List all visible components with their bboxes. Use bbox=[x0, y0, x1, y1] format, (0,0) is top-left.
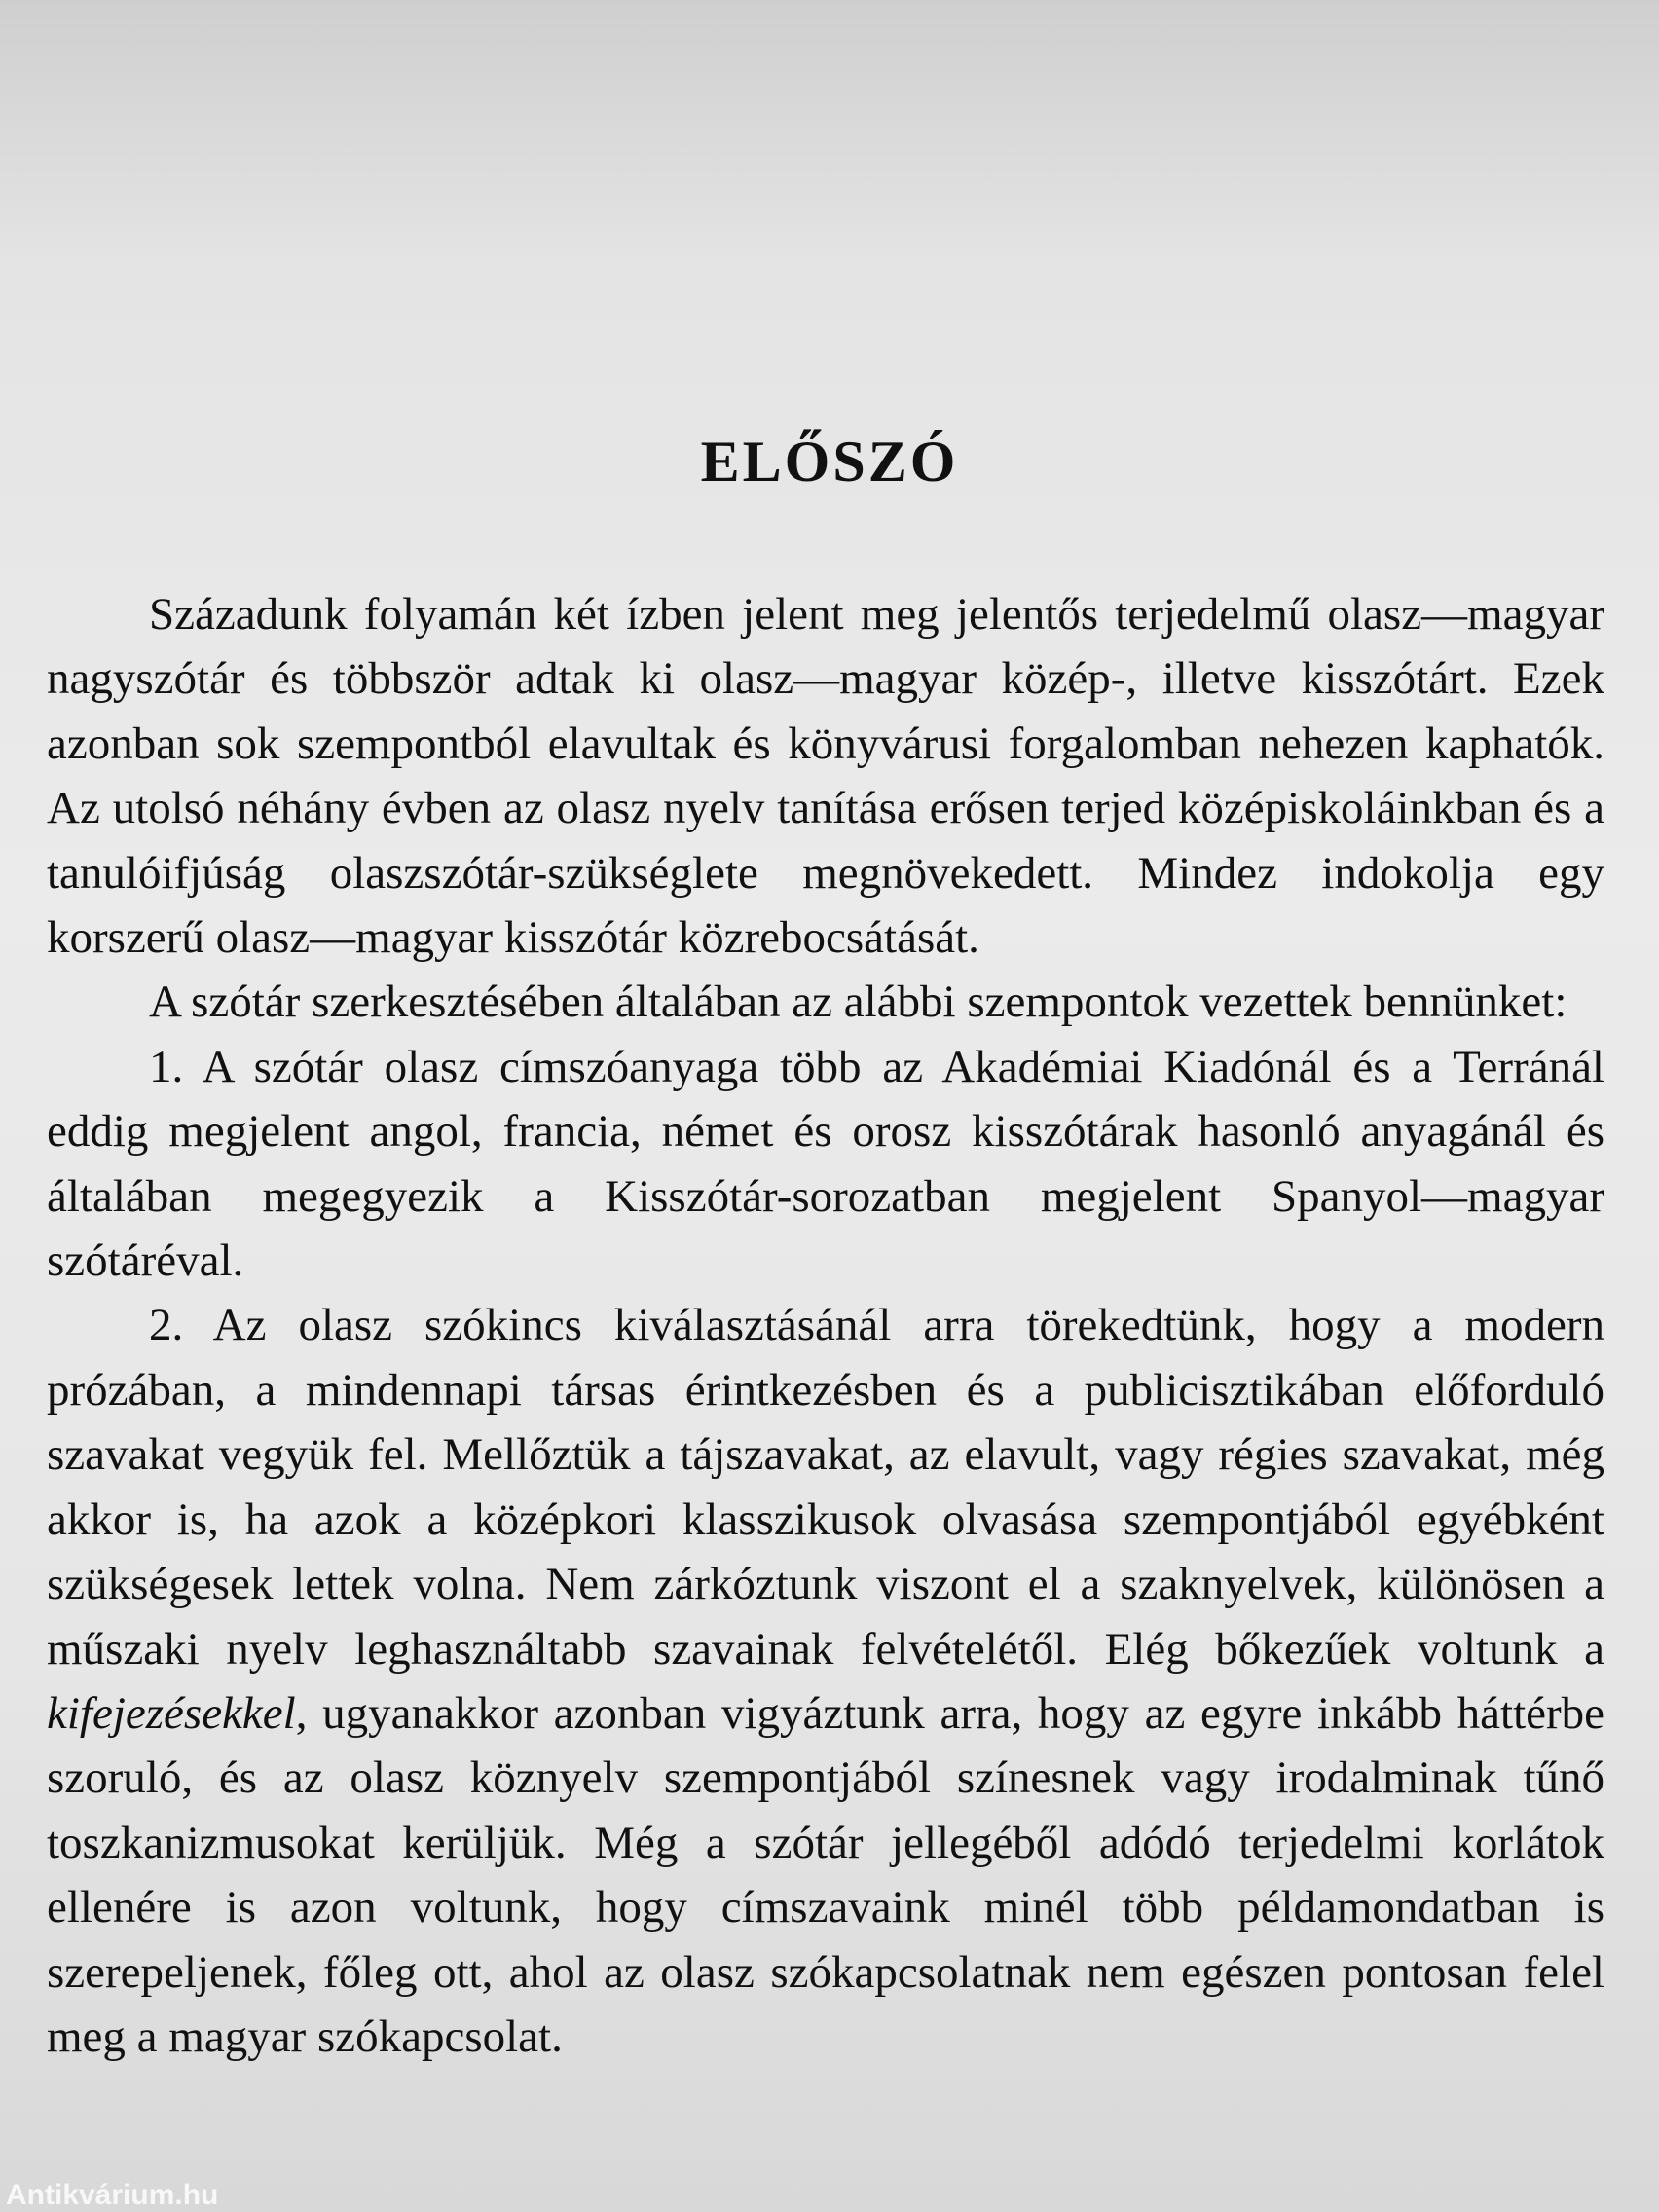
italic-term: kifejezésekkel bbox=[47, 1687, 296, 1739]
point-2-text-end: , ugyanakkor azonban vigyáztunk arra, hogy az egyre inkább háttérbe szoruló, és az olasz köznyelv szempontjából színesnek vagy irodalminak tűnő toszkanizmusokat kerüljük. Még a szótár jellegéből adódó terjedelmi korlátok ellenére is azon voltunk, hogy címszavaink minél több példamondatban is szerepeljenek, főleg ott, ahol az olasz szókapcsolatnak nem egészen pontosan felel meg a magyar szókapcsolat. bbox=[47, 1687, 1604, 2062]
show-through-background bbox=[39, 10, 1616, 259]
paragraph-point-1: 1. A szótár olasz címszóanyaga több az Akadémiai Kiadónál és a Terránál eddig megjelent angol, francia, német és orosz kisszótárak hasonló anyagánál és általában megegyezik a Kisszótár-sorozatban megjelent Spanyol—magyar szótáréval. bbox=[47, 1041, 1604, 1287]
preface-body bbox=[47, 582, 1604, 2069]
paragraph-point-2 bbox=[47, 1293, 1604, 2069]
watermark-text: Antikvárium.hu bbox=[6, 2179, 219, 2211]
page-title: ELŐSZÓ bbox=[700, 429, 959, 494]
paragraph-intro: Századunk folyamán két ízben jelent meg jelentős terjedelmű olasz—magyar nagyszótár és többször adtak ki olasz—magyar közép-, illetve kisszótárt. Ezek azonban sok szempontból elavultak és könyvárusi forgalomban nehezen kaphatók. Az utolsó néhány évben az olasz nyelv tanítása erősen terjed középiskoláinkban és a tanulóifjúság olaszszótár-szükséglete megnövekedett. Mindez indokolja egy korszerű olasz—magyar kisszótár közrebocsátását. bbox=[47, 589, 1604, 964]
point-2-text-start: 2. Az olasz szókincs kiválasztásánál arra törekedtünk, hogy a modern prózában, a mindennapi társas érintkezésben és a publicisztikában előforduló szavakat vegyük fel. Mellőztük a tájszavakat, az elavult, vagy régies szavakat, még akkor is, ha azok a középkori klasszikusok olvasása szempontjából egyébként szükségesek lettek volna. Nem zárkóztunk viszont el a szaknyelvek, különösen a műszaki nyelv leghasználtabb szavainak felvételétől. Elég bőkezűek voltunk a bbox=[47, 1300, 1604, 1675]
paragraph-criteria-lead: A szótár szerkesztésében általában az alábbi szempontok vezettek bennünket: bbox=[149, 977, 1567, 1028]
